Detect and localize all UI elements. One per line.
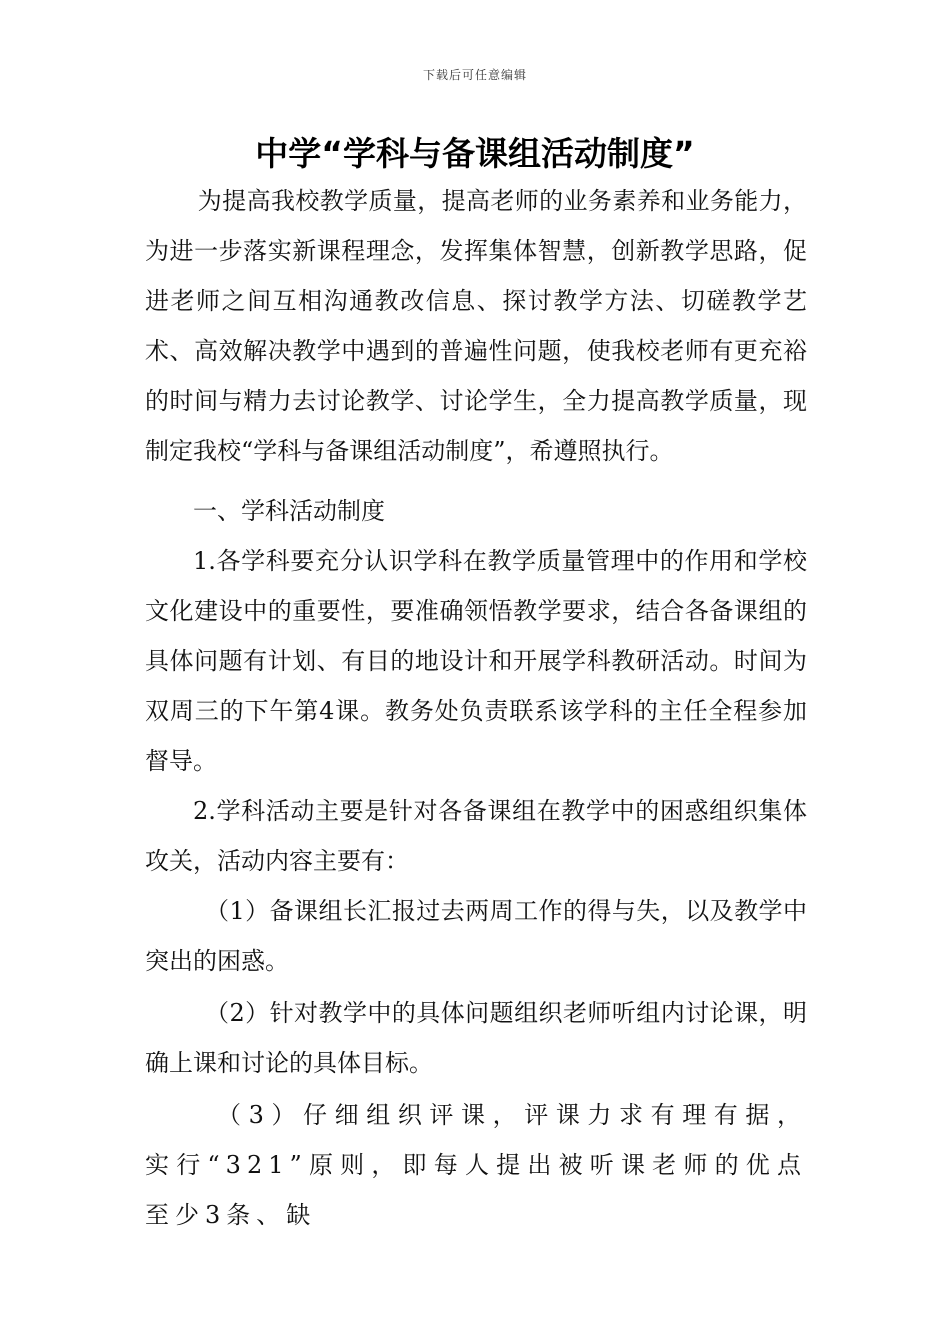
document-body — [145, 176, 807, 1240]
sub-item-1-paragraph: （1）备课组长汇报过去两周工作的得与失，以及教学中突出的困惑。 — [145, 897, 807, 975]
item-1-paragraph: 1.各学科要充分认识学科在教学质量管理中的作用和学校文化建设中的重要性，要准确领悟教学要求，结合各备课组的具体问题有计划、有目的地设计和开展学科教研活动。时间为双周三的下午第4课。教务处负责联系该学科的主任全程参加督导。 — [145, 547, 807, 775]
item-2-paragraph: 2.学科活动主要是针对各备课组在教学中的困惑组织集体攻关，活动内容主要有： — [145, 797, 807, 875]
document-title: 中学“学科与备课组活动制度” — [255, 134, 695, 173]
header-note: 下载后可任意编辑 — [422, 68, 527, 82]
section-heading: 一、学科活动制度 — [193, 497, 385, 525]
sub-item-2-paragraph: （2）针对教学中的具体问题组织老师听组内讨论课，明确上课和讨论的具体目标。 — [145, 999, 807, 1077]
intro-paragraph: 为提高我校教学质量，提高老师的业务素养和业务能力，为进一步落实新课程理念，发挥集体智慧，创新教学思路，促进老师之间互相沟通教改信息、探讨教学方法、切磋教学艺术、高效解决教学中遇到的普遍性问题，使我校老师有更充裕的时间与精力去讨论教学、讨论学生，全力提高教学质量，现制定我校“学科与备课组活动制度”，希遵照执行。 — [145, 187, 807, 465]
sub-item-3-paragraph: （3）仔细组织评课，评课力求有理有据，实行“321”原则，即每人提出被听课老师的优点至少3条、缺 — [145, 1101, 807, 1229]
